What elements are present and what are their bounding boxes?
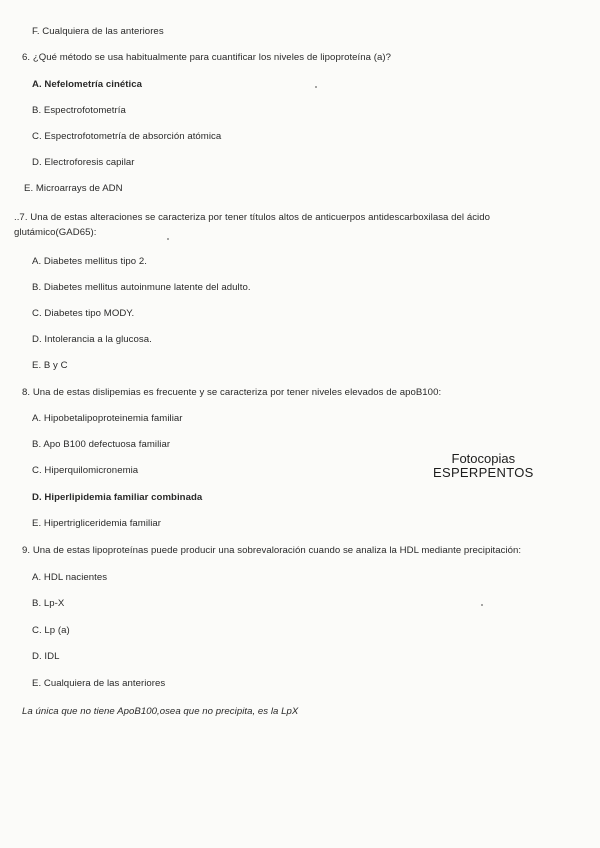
- question-9: 9. Una de estas lipoproteínas puede producir una sobrevaloración cuando se analiza la HDL mediante precipitación:: [22, 545, 522, 556]
- scan-speck: [167, 238, 169, 240]
- q7-option-a: A. Diabetes mellitus tipo 2.: [32, 256, 147, 267]
- scan-speck: [315, 86, 317, 88]
- q6-option-d: D. Electroforesis capilar: [32, 157, 135, 168]
- q8-option-c: C. Hiperquilomicronemia: [32, 465, 139, 476]
- stamp-line-1: Fotocopias: [451, 451, 516, 466]
- scan-speck: [481, 604, 483, 606]
- q6-option-a: A. Nefelometría cinética: [32, 79, 142, 90]
- q9-option-d: D. IDL: [32, 651, 60, 662]
- q7-option-e: E. B y C: [32, 360, 68, 371]
- q6-option-c: C. Espectrofotometría de absorción atómica: [32, 131, 222, 142]
- question-8: 8. Una de estas dislipemias es frecuente y se caracteriza por tener niveles elevados de apoB100:: [22, 387, 442, 398]
- q7-option-c: C. Diabetes tipo MODY.: [32, 308, 135, 319]
- q9-option-a: A. HDL nacientes: [32, 572, 108, 583]
- answer-note: La única que no tiene ApoB100,osea que no precipita, es la LpX: [22, 706, 299, 717]
- q9-option-e: E. Cualquiera de las anteriores: [32, 678, 166, 689]
- q9-option-b: B. Lp-X: [32, 598, 65, 609]
- stamp-line-2: ESPERPENTOS: [433, 465, 534, 480]
- q7-option-b: B. Diabetes mellitus autoinmune latente del adulto.: [32, 282, 251, 293]
- q8-option-d: D. Hiperlipidemia familiar combinada: [32, 492, 203, 503]
- q9-option-c: C. Lp (a): [32, 625, 70, 636]
- q5-option-f: F. Cualquiera de las anteriores: [32, 26, 164, 37]
- q8-option-b: B. Apo B100 defectuosa familiar: [32, 439, 171, 450]
- question-6: 6. ¿Qué método se usa habitualmente para cuantificar los niveles de lipoproteína (a)?: [22, 52, 392, 63]
- q8-option-a: A. Hipobetalipoproteinemia familiar: [32, 413, 183, 424]
- q6-option-e: E. Microarrays de ADN: [24, 183, 123, 194]
- q8-option-e: E. Hipertrigliceridemia familiar: [32, 518, 162, 529]
- question-7: ..7. Una de estas alteraciones se caracteriza por tener títulos altos de anticuerpos antidescarboxilasa del ácido glutámico(GAD65):: [14, 212, 491, 238]
- copy-shop-stamp: [433, 452, 534, 480]
- q7-option-d: D. Intolerancia a la glucosa.: [32, 334, 152, 345]
- q6-option-b: B. Espectrofotometría: [32, 105, 126, 116]
